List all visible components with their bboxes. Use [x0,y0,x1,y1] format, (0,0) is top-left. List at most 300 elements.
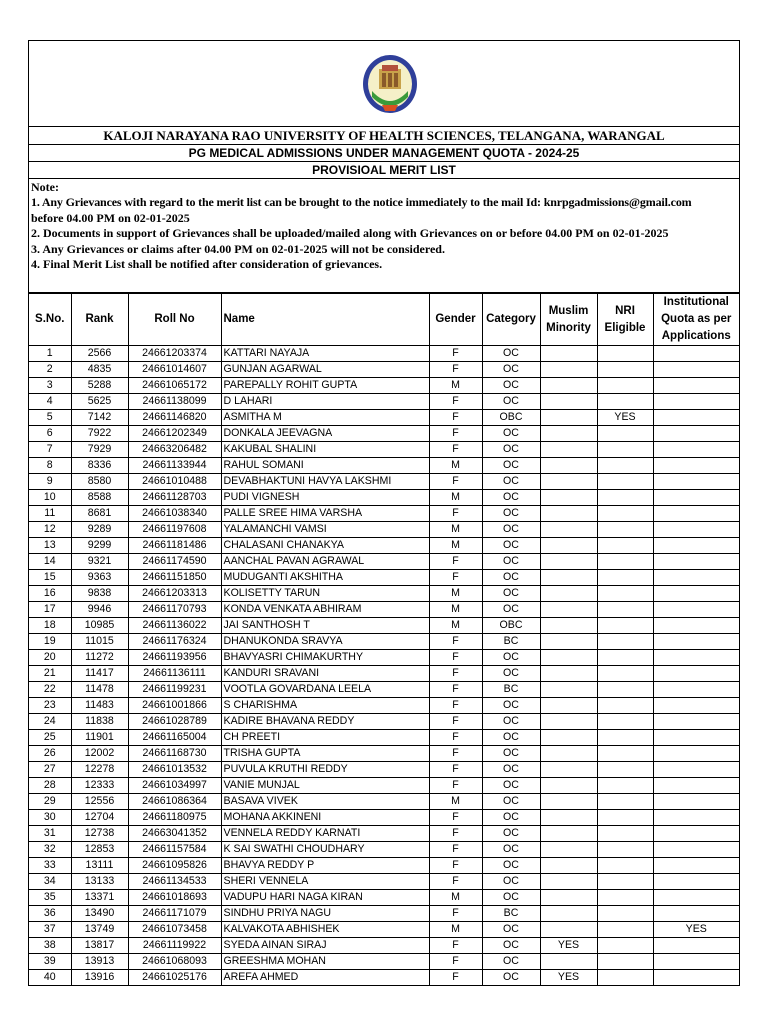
cell-gender: F [429,394,482,410]
cell-category: OC [482,698,540,714]
merit-list-title: PROVISIOAL MERIT LIST [29,162,739,179]
cell-name: MUDUGANTI AKSHITHA [221,570,429,586]
cell-roll-no: 24661028789 [128,714,221,730]
cell-roll-no: 24661136111 [128,666,221,682]
cell-nri-eligible: YES [597,410,653,426]
cell-institutional-quota [653,746,739,762]
table-body [29,346,739,986]
cell-name: DHANUKONDA SRAVYA [221,634,429,650]
cell-category: OC [482,874,540,890]
cell-gender: F [429,858,482,874]
table-row [29,442,739,458]
cell-rank: 11417 [71,666,128,682]
cell-name: D LAHARI [221,394,429,410]
cell-category: OC [482,922,540,938]
cell-roll-no: 24661013532 [128,762,221,778]
cell-category: OC [482,858,540,874]
cell-roll-no: 24661038340 [128,506,221,522]
col-header-institutional-quota: Institutional Quota as per Applications [653,294,739,346]
cell-roll-no: 24661203374 [128,346,221,362]
cell-gender: M [429,794,482,810]
table-row [29,522,739,538]
cell-muslim-minority [540,346,597,362]
cell-muslim-minority [540,378,597,394]
cell-roll-no: 24661134533 [128,874,221,890]
cell-rank: 7929 [71,442,128,458]
cell-roll-no: 24661068093 [128,954,221,970]
cell-institutional-quota [653,730,739,746]
cell-gender: F [429,714,482,730]
cell-muslim-minority [540,842,597,858]
cell-muslim-minority [540,714,597,730]
cell-category: OC [482,570,540,586]
university-logo-icon [360,53,420,117]
cell-muslim-minority [540,922,597,938]
cell-name: VOOTLA GOVARDANA LEELA [221,682,429,698]
cell-roll-no: 24661138099 [128,394,221,410]
cell-gender: F [429,650,482,666]
cell-gender: F [429,506,482,522]
cell-muslim-minority [540,778,597,794]
cell-sno: 19 [29,634,71,650]
cell-name: KOLISETTY TARUN [221,586,429,602]
cell-name: PUDI VIGNESH [221,490,429,506]
cell-nri-eligible [597,890,653,906]
cell-rank: 9299 [71,538,128,554]
cell-muslim-minority [540,762,597,778]
cell-nri-eligible [597,858,653,874]
table-row [29,858,739,874]
cell-institutional-quota [653,394,739,410]
cell-rank: 12278 [71,762,128,778]
cell-name: PUVULA KRUTHI REDDY [221,762,429,778]
cell-institutional-quota [653,458,739,474]
cell-rank: 11483 [71,698,128,714]
cell-muslim-minority [540,906,597,922]
cell-institutional-quota [653,378,739,394]
cell-category: OC [482,826,540,842]
cell-muslim-minority [540,426,597,442]
cell-institutional-quota [653,778,739,794]
cell-name: K SAI SWATHI CHOUDHARY [221,842,429,858]
cell-category: OC [482,666,540,682]
cell-muslim-minority [540,490,597,506]
cell-name: DONKALA JEEVAGNA [221,426,429,442]
cell-rank: 7142 [71,410,128,426]
cell-nri-eligible [597,906,653,922]
cell-name: BHAVYASRI CHIMAKURTHY [221,650,429,666]
cell-sno: 14 [29,554,71,570]
cell-category: BC [482,634,540,650]
merit-table [29,293,739,985]
cell-institutional-quota [653,426,739,442]
cell-roll-no: 24661174590 [128,554,221,570]
table-row [29,778,739,794]
cell-gender: M [429,618,482,634]
cell-name: SYEDA AINAN SIRAJ [221,938,429,954]
cell-roll-no: 24661168730 [128,746,221,762]
note-line-1: 1. Any Grievances with regard to the merit list can be brought to the notice immediately to the mail Id: knrpgadmissions@gmail.com [31,195,692,210]
cell-institutional-quota [653,874,739,890]
cell-rank: 13371 [71,890,128,906]
cell-institutional-quota [653,938,739,954]
cell-nri-eligible [597,730,653,746]
cell-nri-eligible [597,570,653,586]
cell-category: OC [482,506,540,522]
cell-roll-no: 24663041352 [128,826,221,842]
cell-institutional-quota [653,794,739,810]
table-row [29,362,739,378]
cell-institutional-quota [653,666,739,682]
cell-nri-eligible [597,938,653,954]
cell-sno: 31 [29,826,71,842]
cell-category: BC [482,682,540,698]
cell-muslim-minority [540,554,597,570]
cell-gender: F [429,698,482,714]
cell-institutional-quota: YES [653,922,739,938]
cell-institutional-quota [653,698,739,714]
cell-category: OC [482,474,540,490]
cell-nri-eligible [597,490,653,506]
cell-sno: 3 [29,378,71,394]
cell-gender: F [429,826,482,842]
cell-nri-eligible [597,826,653,842]
cell-sno: 35 [29,890,71,906]
cell-nri-eligible [597,506,653,522]
cell-name: KANDURI SRAVANI [221,666,429,682]
cell-sno: 18 [29,618,71,634]
cell-rank: 4835 [71,362,128,378]
cell-rank: 13913 [71,954,128,970]
table-row [29,394,739,410]
cell-nri-eligible [597,746,653,762]
cell-rank: 12738 [71,826,128,842]
cell-institutional-quota [653,474,739,490]
cell-muslim-minority [540,810,597,826]
cell-sno: 17 [29,602,71,618]
cell-institutional-quota [653,954,739,970]
table-row [29,586,739,602]
cell-name: VADUPU HARI NAGA KIRAN [221,890,429,906]
cell-gender: F [429,970,482,986]
cell-name: PAREPALLY ROHIT GUPTA [221,378,429,394]
cell-name: SHERI VENNELA [221,874,429,890]
cell-category: OC [482,650,540,666]
cell-roll-no: 24661136022 [128,618,221,634]
cell-muslim-minority [540,522,597,538]
cell-nri-eligible [597,666,653,682]
cell-institutional-quota [653,586,739,602]
cell-rank: 13817 [71,938,128,954]
cell-category: OC [482,954,540,970]
cell-sno: 11 [29,506,71,522]
cell-roll-no: 24661119922 [128,938,221,954]
cell-institutional-quota [653,554,739,570]
cell-rank: 12853 [71,842,128,858]
cell-sno: 39 [29,954,71,970]
cell-sno: 6 [29,426,71,442]
cell-muslim-minority [540,538,597,554]
cell-muslim-minority [540,650,597,666]
cell-gender: F [429,938,482,954]
cell-institutional-quota [653,826,739,842]
cell-muslim-minority [540,746,597,762]
admissions-title: PG MEDICAL ADMISSIONS UNDER MANAGEMENT QUOTA - 2024-25 [29,145,739,162]
cell-gender: M [429,538,482,554]
cell-nri-eligible [597,602,653,618]
cell-gender: F [429,746,482,762]
cell-sno: 36 [29,906,71,922]
table-row [29,570,739,586]
cell-nri-eligible [597,458,653,474]
cell-institutional-quota [653,682,739,698]
cell-gender: F [429,906,482,922]
cell-rank: 7922 [71,426,128,442]
cell-sno: 13 [29,538,71,554]
cell-sno: 5 [29,410,71,426]
cell-category: OC [482,938,540,954]
cell-gender: F [429,442,482,458]
cell-rank: 2566 [71,346,128,362]
cell-rank: 8580 [71,474,128,490]
cell-nri-eligible [597,842,653,858]
cell-institutional-quota [653,810,739,826]
cell-gender: F [429,874,482,890]
cell-name: TRISHA GUPTA [221,746,429,762]
cell-gender: F [429,426,482,442]
cell-name: GREESHMA MOHAN [221,954,429,970]
cell-name: ASMITHA M [221,410,429,426]
table-row [29,906,739,922]
cell-muslim-minority [540,394,597,410]
cell-gender: M [429,602,482,618]
cell-rank: 11901 [71,730,128,746]
cell-sno: 30 [29,810,71,826]
cell-sno: 32 [29,842,71,858]
col-header-name: Name [221,294,429,346]
cell-gender: F [429,842,482,858]
cell-sno: 7 [29,442,71,458]
cell-muslim-minority [540,730,597,746]
cell-rank: 11272 [71,650,128,666]
table-row [29,650,739,666]
cell-institutional-quota [653,634,739,650]
cell-nri-eligible [597,634,653,650]
cell-category: OC [482,746,540,762]
table-row [29,634,739,650]
cell-sno: 4 [29,394,71,410]
cell-sno: 27 [29,762,71,778]
cell-sno: 8 [29,458,71,474]
table-row [29,618,739,634]
cell-institutional-quota [653,970,739,986]
cell-gender: M [429,922,482,938]
cell-category: OC [482,538,540,554]
table-row [29,458,739,474]
cell-muslim-minority [540,954,597,970]
cell-gender: F [429,346,482,362]
table-row [29,890,739,906]
cell-sno: 21 [29,666,71,682]
cell-rank: 12002 [71,746,128,762]
cell-muslim-minority [540,858,597,874]
cell-category: OC [482,778,540,794]
cell-roll-no: 24661095826 [128,858,221,874]
logo-row [29,41,739,127]
cell-rank: 9289 [71,522,128,538]
cell-muslim-minority [540,602,597,618]
cell-nri-eligible [597,698,653,714]
notes-section [29,179,739,293]
note-line-4: 4. Final Merit List shall be notified after consideration of grievances. [31,257,383,272]
cell-nri-eligible [597,922,653,938]
cell-sno: 22 [29,682,71,698]
cell-nri-eligible [597,426,653,442]
cell-sno: 10 [29,490,71,506]
cell-category: OC [482,970,540,986]
cell-category: OC [482,362,540,378]
table-row [29,490,739,506]
cell-sno: 12 [29,522,71,538]
cell-nri-eligible [597,794,653,810]
cell-rank: 11015 [71,634,128,650]
cell-roll-no: 24661202349 [128,426,221,442]
cell-muslim-minority [540,794,597,810]
cell-roll-no: 24661157584 [128,842,221,858]
table-header-row [29,294,739,346]
cell-institutional-quota [653,506,739,522]
cell-roll-no: 24661170793 [128,602,221,618]
cell-institutional-quota [653,650,739,666]
cell-gender: M [429,458,482,474]
table-row [29,682,739,698]
cell-nri-eligible [597,618,653,634]
cell-roll-no: 24661193956 [128,650,221,666]
cell-nri-eligible [597,554,653,570]
cell-roll-no: 24661171079 [128,906,221,922]
col-header-muslim-minority: Muslim Minority [540,294,597,346]
cell-sno: 16 [29,586,71,602]
cell-category: OC [482,602,540,618]
cell-roll-no: 24661001866 [128,698,221,714]
table-row [29,346,739,362]
cell-nri-eligible [597,522,653,538]
cell-gender: F [429,730,482,746]
cell-nri-eligible [597,378,653,394]
cell-gender: F [429,362,482,378]
table-row [29,970,739,986]
cell-sno: 1 [29,346,71,362]
cell-roll-no: 24661086364 [128,794,221,810]
cell-institutional-quota [653,362,739,378]
cell-category: OC [482,394,540,410]
cell-name: MOHANA AKKINENI [221,810,429,826]
cell-institutional-quota [653,442,739,458]
cell-nri-eligible [597,586,653,602]
cell-institutional-quota [653,618,739,634]
col-header-gender: Gender [429,294,482,346]
cell-institutional-quota [653,490,739,506]
cell-rank: 9363 [71,570,128,586]
cell-gender: F [429,410,482,426]
cell-name: RAHUL SOMANI [221,458,429,474]
cell-roll-no: 24661199231 [128,682,221,698]
table-row [29,730,739,746]
cell-roll-no: 24663206482 [128,442,221,458]
col-header-sno: S.No. [29,294,71,346]
cell-nri-eligible [597,762,653,778]
cell-institutional-quota [653,906,739,922]
cell-name: KONDA VENKATA ABHIRAM [221,602,429,618]
cell-name: S CHARISHMA [221,698,429,714]
cell-rank: 11478 [71,682,128,698]
cell-roll-no: 24661010488 [128,474,221,490]
note-line-2: 2. Documents in support of Grievances shall be uploaded/mailed along with Grievances on or before 04.00 PM on 02-01-2025 [31,226,669,241]
cell-rank: 11838 [71,714,128,730]
cell-muslim-minority [540,874,597,890]
cell-muslim-minority [540,890,597,906]
cell-roll-no: 24661025176 [128,970,221,986]
cell-gender: F [429,778,482,794]
cell-roll-no: 24661133944 [128,458,221,474]
table-row [29,762,739,778]
table-row [29,538,739,554]
table-row [29,410,739,426]
cell-nri-eligible [597,394,653,410]
cell-name: KADIRE BHAVANA REDDY [221,714,429,730]
cell-category: OC [482,890,540,906]
cell-roll-no: 24661176324 [128,634,221,650]
cell-name: YALAMANCHI VAMSI [221,522,429,538]
cell-gender: M [429,890,482,906]
cell-nri-eligible [597,778,653,794]
cell-muslim-minority [540,698,597,714]
cell-roll-no: 24661180975 [128,810,221,826]
cell-name: CHALASANI CHANAKYA [221,538,429,554]
merit-list-sheet [28,40,740,986]
cell-nri-eligible [597,346,653,362]
table-row [29,666,739,682]
cell-rank: 5625 [71,394,128,410]
cell-institutional-quota [653,410,739,426]
cell-gender: F [429,634,482,650]
cell-institutional-quota [653,570,739,586]
col-header-roll-no: Roll No [128,294,221,346]
cell-category: OC [482,586,540,602]
table-row [29,938,739,954]
cell-roll-no: 24661065172 [128,378,221,394]
cell-rank: 8336 [71,458,128,474]
cell-muslim-minority [540,586,597,602]
cell-name: VENNELA REDDY KARNATI [221,826,429,842]
cell-institutional-quota [653,890,739,906]
cell-sno: 20 [29,650,71,666]
cell-gender: M [429,522,482,538]
cell-sno: 33 [29,858,71,874]
cell-sno: 40 [29,970,71,986]
cell-rank: 12704 [71,810,128,826]
cell-sno: 34 [29,874,71,890]
cell-gender: M [429,378,482,394]
cell-name: KAKUBAL SHALINI [221,442,429,458]
cell-rank: 12556 [71,794,128,810]
cell-rank: 9838 [71,586,128,602]
cell-category: BC [482,906,540,922]
cell-name: KALVAKOTA ABHISHEK [221,922,429,938]
cell-category: OC [482,522,540,538]
cell-category: OC [482,714,540,730]
cell-muslim-minority [540,362,597,378]
